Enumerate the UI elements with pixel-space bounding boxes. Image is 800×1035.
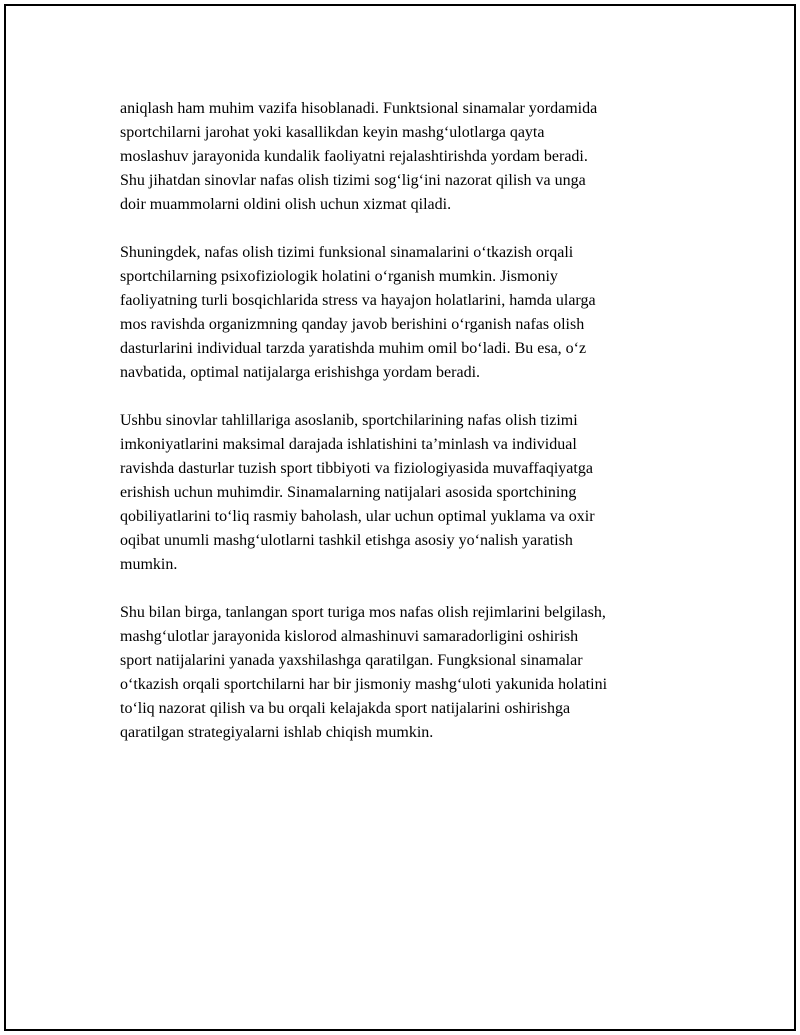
text-line: navbatida, optimal natijalarga erishishga yordam beradi. xyxy=(120,364,481,381)
text-line: Shuningdek, nafas olish tizimi funksional sinamalarini o‘tkazish orqali xyxy=(120,244,574,261)
paragraph-1 xyxy=(120,97,700,217)
text-line: ravishda dasturlar tuzish sport tibbiyoti va fiziologiyasida muvaffaqiyatga xyxy=(120,460,593,477)
text-line: Shu bilan birga, tanlangan sport turiga mos nafas olish rejimlarini belgilash, xyxy=(120,604,606,621)
paragraph-4 xyxy=(120,601,700,745)
text-line: sportchilarni jarohat yoki kasallikdan keyin mashg‘ulotlarga qayta xyxy=(120,124,545,141)
text-line: faoliyatning turli bosqichlarida stress va hayajon holatlarini, hamda ularga xyxy=(120,292,596,309)
text-line: Ushbu sinovlar tahlillariga asoslanib, sportchilarining nafas olish tizimi xyxy=(120,412,578,429)
text-line: sport natijalarini yanada yaxshilashga qaratilgan. Fungksional sinamalar xyxy=(120,652,583,669)
text-line: mos ravishda organizmning qanday javob berishini o‘rganish nafas olish xyxy=(120,316,585,333)
text-line: aniqlash ham muhim vazifa hisoblanadi. Funktsional sinamalar yordamida xyxy=(120,100,598,117)
paragraph-2 xyxy=(120,241,700,385)
text-line: erishish uchun muhimdir. Sinamalarning natijalari asosida sportchining xyxy=(120,484,577,501)
text-line: mumkin. xyxy=(120,556,178,573)
page-frame xyxy=(4,4,796,1031)
document-body xyxy=(120,97,700,769)
text-line: to‘liq nazorat qilish va bu orqali kelajakda sport natijalarini oshirishga xyxy=(120,700,571,717)
text-line: imkoniyatlarini maksimal darajada ishlatishini ta’minlash va individual xyxy=(120,436,577,453)
text-line: dasturlarini individual tarzda yaratishda muhim omil bo‘ladi. Bu esa, o‘z xyxy=(120,340,587,357)
text-line: oqibat unumli mashg‘ulotlarni tashkil etishga asosiy yo‘nalish yaratish xyxy=(120,532,573,549)
text-line: sportchilarning psixofiziologik holatini o‘rganish mumkin. Jismoniy xyxy=(120,268,558,285)
paragraph-3 xyxy=(120,409,700,577)
text-line: qobiliyatlarini to‘liq rasmiy baholash, ular uchun optimal yuklama va oxir xyxy=(120,508,595,525)
text-line: mashg‘ulotlar jarayonida kislorod almashinuvi samaradorligini oshirish xyxy=(120,628,579,645)
text-line: o‘tkazish orqali sportchilarni har bir jismoniy mashg‘uloti yakunida holatini xyxy=(120,676,608,693)
text-line: moslashuv jarayonida kundalik faoliyatni rejalashtirishda yordam beradi. xyxy=(120,148,588,165)
text-line: Shu jihatdan sinovlar nafas olish tizimi sog‘lig‘ini nazorat qilish va unga xyxy=(120,172,586,189)
text-line: qaratilgan strategiyalarni ishlab chiqish mumkin. xyxy=(120,724,434,741)
text-line: doir muammolarni oldini olish uchun xizmat qiladi. xyxy=(120,196,452,213)
